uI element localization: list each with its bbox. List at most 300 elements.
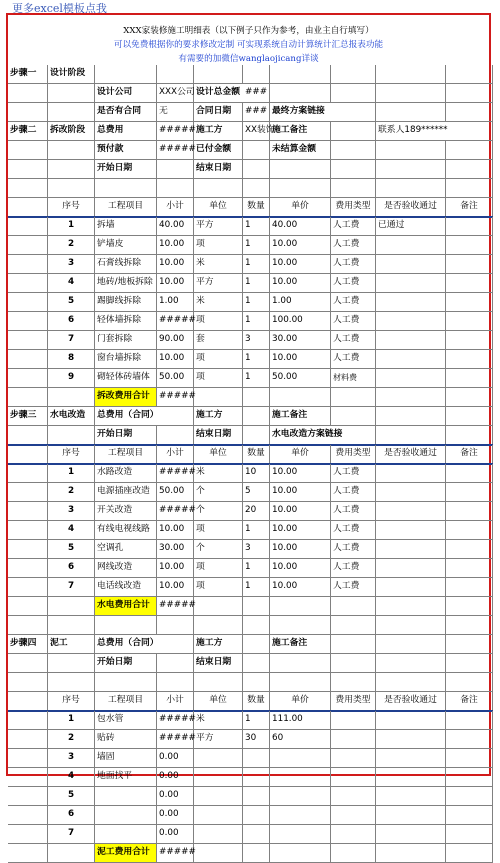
start-date-label[interactable]: 开始日期 xyxy=(95,426,157,445)
item-price[interactable]: 10.00 xyxy=(270,255,331,274)
item-no[interactable]: 1 xyxy=(48,464,95,483)
item-qty[interactable]: 1 xyxy=(243,559,270,578)
phase-label[interactable]: 泥工 xyxy=(48,635,95,654)
item-item[interactable]: 电源插座改造 xyxy=(95,483,157,502)
item-subtotal[interactable]: 0.00 xyxy=(157,768,194,787)
empty-cell[interactable] xyxy=(270,616,331,635)
item-subtotal[interactable]: 10.00 xyxy=(157,274,194,293)
column-header-item[interactable]: 工程项目 xyxy=(95,445,157,464)
item-unit[interactable]: 项 xyxy=(194,559,243,578)
item-remark[interactable] xyxy=(446,787,493,806)
column-header-item[interactable]: 工程项目 xyxy=(95,692,157,711)
item-no[interactable]: 7 xyxy=(48,825,95,844)
item-remark[interactable] xyxy=(446,331,493,350)
empty-cell[interactable] xyxy=(376,654,446,673)
item-no[interactable]: 3 xyxy=(48,255,95,274)
item-cost-type[interactable]: 人工费 xyxy=(331,255,376,274)
item-cost-type[interactable]: 人工费 xyxy=(331,350,376,369)
contract-date-label[interactable]: 合同日期 xyxy=(194,103,243,122)
end-date-label[interactable]: 结束日期 xyxy=(194,160,243,179)
contact-person[interactable]: 联系人189****** xyxy=(376,122,493,141)
item-item[interactable] xyxy=(95,825,157,844)
contract-date-value[interactable]: ### xyxy=(243,103,270,122)
empty-cell[interactable] xyxy=(446,407,493,426)
item-accepted[interactable] xyxy=(376,540,446,559)
item-subtotal[interactable]: 10.00 xyxy=(157,521,194,540)
item-qty[interactable]: 1 xyxy=(243,274,270,293)
empty-cell[interactable] xyxy=(8,255,48,274)
subtotal-value[interactable]: ##### xyxy=(157,597,194,616)
empty-cell[interactable] xyxy=(376,84,446,103)
column-header-accepted[interactable]: 是否验收通过 xyxy=(376,692,446,711)
contract-value[interactable]: 无 xyxy=(157,103,194,122)
empty-cell[interactable] xyxy=(243,160,270,179)
empty-cell[interactable] xyxy=(243,141,270,160)
item-qty[interactable]: 1 xyxy=(243,369,270,388)
empty-cell[interactable] xyxy=(376,673,446,692)
subtotal-label[interactable]: 泥工费用合计 xyxy=(95,844,157,863)
item-qty[interactable] xyxy=(243,787,270,806)
empty-cell[interactable] xyxy=(243,673,270,692)
empty-cell[interactable] xyxy=(446,635,493,654)
empty-cell[interactable] xyxy=(8,198,48,217)
item-accepted[interactable] xyxy=(376,369,446,388)
empty-cell[interactable] xyxy=(376,407,446,426)
item-unit[interactable]: 个 xyxy=(194,502,243,521)
empty-cell[interactable] xyxy=(8,84,48,103)
item-unit[interactable]: 项 xyxy=(194,369,243,388)
item-item[interactable]: 拆墙 xyxy=(95,217,157,236)
item-no[interactable]: 4 xyxy=(48,521,95,540)
item-subtotal[interactable]: ##### xyxy=(157,312,194,331)
empty-cell[interactable] xyxy=(8,445,48,464)
item-subtotal[interactable]: 10.00 xyxy=(157,578,194,597)
item-subtotal[interactable]: 50.00 xyxy=(157,483,194,502)
item-accepted[interactable] xyxy=(376,749,446,768)
item-qty[interactable]: 20 xyxy=(243,502,270,521)
contract-label[interactable]: 是否有合同 xyxy=(95,103,157,122)
column-header-remark[interactable]: 备注 xyxy=(446,198,493,217)
empty-cell[interactable] xyxy=(243,388,270,407)
item-subtotal[interactable]: 0.00 xyxy=(157,806,194,825)
empty-cell[interactable] xyxy=(8,559,48,578)
step-label[interactable]: 步骤一 xyxy=(8,65,48,84)
empty-cell[interactable] xyxy=(157,65,194,84)
item-subtotal[interactable]: ##### xyxy=(157,464,194,483)
empty-cell[interactable] xyxy=(331,654,376,673)
empty-cell[interactable] xyxy=(376,179,446,198)
column-header-subtotal[interactable]: 小计 xyxy=(157,445,194,464)
final-plan-link-label[interactable]: 最终方案链接 xyxy=(270,103,376,122)
item-subtotal[interactable]: 1.00 xyxy=(157,293,194,312)
column-header-unit[interactable]: 单位 xyxy=(194,198,243,217)
column-header-accepted[interactable]: 是否验收通过 xyxy=(376,445,446,464)
empty-cell[interactable] xyxy=(95,616,157,635)
empty-cell[interactable] xyxy=(48,616,95,635)
item-price[interactable]: 10.00 xyxy=(270,464,331,483)
empty-cell[interactable] xyxy=(48,160,95,179)
item-item[interactable]: 贴砖 xyxy=(95,730,157,749)
item-qty[interactable]: 3 xyxy=(243,331,270,350)
more-templates-link[interactable]: 更多excel模板点我 xyxy=(12,2,107,15)
empty-cell[interactable] xyxy=(8,426,48,445)
column-header-qty[interactable]: 数量 xyxy=(243,692,270,711)
item-remark[interactable] xyxy=(446,274,493,293)
item-no[interactable]: 4 xyxy=(48,768,95,787)
total-cost-label[interactable]: 总费用（合同） xyxy=(95,407,194,426)
item-no[interactable]: 5 xyxy=(48,787,95,806)
empty-cell[interactable] xyxy=(243,407,270,426)
item-remark[interactable] xyxy=(446,768,493,787)
prepay-value[interactable]: ##### xyxy=(157,141,194,160)
empty-cell[interactable] xyxy=(95,673,157,692)
item-price[interactable]: 1.00 xyxy=(270,293,331,312)
item-accepted[interactable] xyxy=(376,559,446,578)
empty-cell[interactable] xyxy=(48,673,95,692)
start-date-label[interactable]: 开始日期 xyxy=(95,654,157,673)
empty-cell[interactable] xyxy=(243,844,270,863)
empty-cell[interactable] xyxy=(8,236,48,255)
empty-cell[interactable] xyxy=(48,141,95,160)
empty-cell[interactable] xyxy=(270,84,331,103)
item-price[interactable]: 10.00 xyxy=(270,274,331,293)
item-no[interactable]: 4 xyxy=(48,274,95,293)
item-item[interactable]: 铲墙皮 xyxy=(95,236,157,255)
empty-cell[interactable] xyxy=(8,521,48,540)
item-accepted[interactable] xyxy=(376,255,446,274)
column-header-no[interactable]: 序号 xyxy=(48,198,95,217)
empty-cell[interactable] xyxy=(157,654,194,673)
item-item[interactable]: 轻体墙拆除 xyxy=(95,312,157,331)
column-header-cost-type[interactable]: 费用类型 xyxy=(331,198,376,217)
item-unit[interactable] xyxy=(194,787,243,806)
item-unit[interactable]: 平方 xyxy=(194,730,243,749)
empty-cell[interactable] xyxy=(243,65,270,84)
empty-cell[interactable] xyxy=(8,350,48,369)
item-qty[interactable]: 1 xyxy=(243,293,270,312)
item-cost-type[interactable]: 人工费 xyxy=(331,274,376,293)
item-no[interactable]: 3 xyxy=(48,749,95,768)
item-unit[interactable] xyxy=(194,768,243,787)
empty-cell[interactable] xyxy=(446,84,493,103)
item-item[interactable]: 墙固 xyxy=(95,749,157,768)
item-cost-type[interactable] xyxy=(331,825,376,844)
empty-cell[interactable] xyxy=(157,426,194,445)
item-accepted[interactable] xyxy=(376,293,446,312)
empty-cell[interactable] xyxy=(157,179,194,198)
item-cost-type[interactable]: 材料费 xyxy=(331,369,376,388)
item-subtotal[interactable]: 0.00 xyxy=(157,749,194,768)
item-no[interactable]: 1 xyxy=(48,217,95,236)
empty-cell[interactable] xyxy=(8,274,48,293)
empty-cell[interactable] xyxy=(376,844,446,863)
empty-cell[interactable] xyxy=(8,616,48,635)
empty-cell[interactable] xyxy=(331,616,376,635)
item-no[interactable]: 8 xyxy=(48,350,95,369)
empty-cell[interactable] xyxy=(8,293,48,312)
item-cost-type[interactable]: 人工费 xyxy=(331,502,376,521)
item-subtotal[interactable]: ##### xyxy=(157,711,194,730)
phase-label[interactable]: 拆改阶段 xyxy=(48,122,95,141)
total-cost-label[interactable]: 总费用 xyxy=(95,122,157,141)
column-header-item[interactable]: 工程项目 xyxy=(95,198,157,217)
item-unit[interactable]: 项 xyxy=(194,521,243,540)
item-unit[interactable]: 平方 xyxy=(194,217,243,236)
item-price[interactable]: 50.00 xyxy=(270,369,331,388)
item-accepted[interactable] xyxy=(376,274,446,293)
column-header-unit[interactable]: 单位 xyxy=(194,445,243,464)
item-unit[interactable]: 平方 xyxy=(194,274,243,293)
item-unit[interactable]: 项 xyxy=(194,236,243,255)
empty-cell[interactable] xyxy=(270,597,331,616)
empty-cell[interactable] xyxy=(376,103,446,122)
item-cost-type[interactable]: 人工费 xyxy=(331,559,376,578)
empty-cell[interactable] xyxy=(243,426,270,445)
item-item[interactable] xyxy=(95,806,157,825)
empty-cell[interactable] xyxy=(157,160,194,179)
empty-cell[interactable] xyxy=(376,616,446,635)
item-cost-type[interactable] xyxy=(331,768,376,787)
paid-label[interactable]: 已付金额 xyxy=(194,141,243,160)
item-qty[interactable] xyxy=(243,749,270,768)
item-qty[interactable] xyxy=(243,806,270,825)
subtotal-label[interactable]: 水电费用合计 xyxy=(95,597,157,616)
item-unit[interactable]: 项 xyxy=(194,312,243,331)
empty-cell[interactable] xyxy=(8,749,48,768)
item-accepted[interactable] xyxy=(376,483,446,502)
item-no[interactable]: 5 xyxy=(48,540,95,559)
item-item[interactable]: 开关改造 xyxy=(95,502,157,521)
item-cost-type[interactable]: 人工费 xyxy=(331,578,376,597)
empty-cell[interactable] xyxy=(376,597,446,616)
empty-cell[interactable] xyxy=(8,730,48,749)
item-item[interactable]: 地面找平 xyxy=(95,768,157,787)
item-price[interactable]: 10.00 xyxy=(270,502,331,521)
item-remark[interactable] xyxy=(446,825,493,844)
item-subtotal[interactable]: 0.00 xyxy=(157,825,194,844)
item-unit[interactable]: 套 xyxy=(194,331,243,350)
item-cost-type[interactable]: 人工费 xyxy=(331,483,376,502)
builder-note-label[interactable]: 施工备注 xyxy=(270,635,331,654)
column-header-remark[interactable]: 备注 xyxy=(446,692,493,711)
item-no[interactable]: 7 xyxy=(48,578,95,597)
item-remark[interactable] xyxy=(446,578,493,597)
empty-cell[interactable] xyxy=(8,806,48,825)
empty-cell[interactable] xyxy=(8,483,48,502)
empty-cell[interactable] xyxy=(446,426,493,445)
item-subtotal[interactable]: 10.00 xyxy=(157,559,194,578)
empty-cell[interactable] xyxy=(331,122,376,141)
item-qty[interactable]: 3 xyxy=(243,540,270,559)
design-company-value[interactable]: XXX公司 xyxy=(157,84,194,103)
item-unit[interactable] xyxy=(194,825,243,844)
item-unit[interactable]: 个 xyxy=(194,540,243,559)
empty-cell[interactable] xyxy=(270,844,331,863)
item-no[interactable]: 7 xyxy=(48,331,95,350)
item-qty[interactable]: 1 xyxy=(243,578,270,597)
item-price[interactable] xyxy=(270,825,331,844)
empty-cell[interactable] xyxy=(8,692,48,711)
column-header-price[interactable]: 单价 xyxy=(270,445,331,464)
empty-cell[interactable] xyxy=(8,369,48,388)
phase-label[interactable]: 水电改造 xyxy=(48,407,95,426)
empty-cell[interactable] xyxy=(446,597,493,616)
empty-cell[interactable] xyxy=(8,179,48,198)
total-cost-label[interactable]: 总费用（合同） xyxy=(95,635,194,654)
empty-cell[interactable] xyxy=(48,844,95,863)
item-accepted[interactable] xyxy=(376,578,446,597)
item-subtotal[interactable]: 10.00 xyxy=(157,236,194,255)
empty-cell[interactable] xyxy=(270,65,331,84)
item-no[interactable]: 9 xyxy=(48,369,95,388)
item-price[interactable]: 30.00 xyxy=(270,331,331,350)
item-subtotal[interactable]: 50.00 xyxy=(157,369,194,388)
empty-cell[interactable] xyxy=(331,844,376,863)
empty-cell[interactable] xyxy=(157,673,194,692)
empty-cell[interactable] xyxy=(194,388,243,407)
empty-cell[interactable] xyxy=(194,616,243,635)
item-qty[interactable]: 10 xyxy=(243,464,270,483)
item-unit[interactable]: 项 xyxy=(194,350,243,369)
empty-cell[interactable] xyxy=(446,179,493,198)
empty-cell[interactable] xyxy=(194,673,243,692)
design-total-value[interactable]: ### xyxy=(243,84,270,103)
item-unit[interactable]: 米 xyxy=(194,464,243,483)
item-accepted[interactable] xyxy=(376,711,446,730)
column-header-no[interactable]: 序号 xyxy=(48,692,95,711)
column-header-subtotal[interactable]: 小计 xyxy=(157,692,194,711)
empty-cell[interactable] xyxy=(446,141,493,160)
column-header-cost-type[interactable]: 费用类型 xyxy=(331,445,376,464)
item-unit[interactable]: 项 xyxy=(194,578,243,597)
item-cost-type[interactable] xyxy=(331,711,376,730)
item-item[interactable]: 踢脚线拆除 xyxy=(95,293,157,312)
item-item[interactable]: 电话线改造 xyxy=(95,578,157,597)
empty-cell[interactable] xyxy=(331,141,376,160)
item-item[interactable] xyxy=(95,787,157,806)
empty-cell[interactable] xyxy=(8,711,48,730)
empty-cell[interactable] xyxy=(446,654,493,673)
item-remark[interactable] xyxy=(446,369,493,388)
empty-cell[interactable] xyxy=(8,654,48,673)
empty-cell[interactable] xyxy=(331,407,376,426)
subtotal-label[interactable]: 拆改费用合计 xyxy=(95,388,157,407)
item-item[interactable]: 门套拆除 xyxy=(95,331,157,350)
column-header-subtotal[interactable]: 小计 xyxy=(157,198,194,217)
item-accepted[interactable] xyxy=(376,768,446,787)
item-accepted[interactable] xyxy=(376,350,446,369)
item-price[interactable]: 10.00 xyxy=(270,540,331,559)
item-no[interactable]: 6 xyxy=(48,806,95,825)
item-qty[interactable]: 5 xyxy=(243,483,270,502)
item-subtotal[interactable]: 30.00 xyxy=(157,540,194,559)
item-no[interactable]: 2 xyxy=(48,730,95,749)
item-accepted[interactable] xyxy=(376,787,446,806)
column-header-accepted[interactable]: 是否验收通过 xyxy=(376,198,446,217)
empty-cell[interactable] xyxy=(446,103,493,122)
item-qty[interactable]: 1 xyxy=(243,312,270,331)
item-accepted[interactable] xyxy=(376,825,446,844)
item-remark[interactable] xyxy=(446,350,493,369)
item-accepted[interactable] xyxy=(376,464,446,483)
empty-cell[interactable] xyxy=(48,388,95,407)
empty-cell[interactable] xyxy=(376,160,446,179)
column-header-price[interactable]: 单价 xyxy=(270,692,331,711)
empty-cell[interactable] xyxy=(8,141,48,160)
empty-cell[interactable] xyxy=(270,179,331,198)
item-price[interactable]: 10.00 xyxy=(270,236,331,255)
empty-cell[interactable] xyxy=(194,597,243,616)
phase-label[interactable]: 设计阶段 xyxy=(48,65,95,84)
empty-cell[interactable] xyxy=(8,502,48,521)
empty-cell[interactable] xyxy=(331,388,376,407)
empty-cell[interactable] xyxy=(8,160,48,179)
item-remark[interactable] xyxy=(446,730,493,749)
item-item[interactable]: 砌轻体砖墙体 xyxy=(95,369,157,388)
empty-cell[interactable] xyxy=(48,103,95,122)
item-remark[interactable] xyxy=(446,806,493,825)
item-no[interactable]: 2 xyxy=(48,236,95,255)
subtotal-value[interactable]: ##### xyxy=(157,388,194,407)
step-label[interactable]: 步骤四 xyxy=(8,635,48,654)
item-remark[interactable] xyxy=(446,255,493,274)
empty-cell[interactable] xyxy=(8,673,48,692)
empty-cell[interactable] xyxy=(8,578,48,597)
plan-link-label[interactable]: 水电改造方案链接 xyxy=(270,426,376,445)
step-label[interactable]: 步骤二 xyxy=(8,122,48,141)
item-price[interactable]: 10.00 xyxy=(270,483,331,502)
empty-cell[interactable] xyxy=(331,65,376,84)
empty-cell[interactable] xyxy=(331,635,376,654)
empty-cell[interactable] xyxy=(243,179,270,198)
builder-note-label[interactable]: 施工备注 xyxy=(270,122,331,141)
item-unit[interactable]: 米 xyxy=(194,293,243,312)
empty-cell[interactable] xyxy=(8,464,48,483)
item-subtotal[interactable]: 40.00 xyxy=(157,217,194,236)
item-unit[interactable] xyxy=(194,749,243,768)
empty-cell[interactable] xyxy=(376,426,446,445)
builder-label[interactable]: 施工方 xyxy=(194,407,243,426)
subtotal-value[interactable]: ##### xyxy=(157,844,194,863)
item-no[interactable]: 2 xyxy=(48,483,95,502)
empty-cell[interactable] xyxy=(8,540,48,559)
item-cost-type[interactable]: 人工费 xyxy=(331,236,376,255)
column-header-qty[interactable]: 数量 xyxy=(243,198,270,217)
item-item[interactable]: 石膏线拆除 xyxy=(95,255,157,274)
item-unit[interactable]: 个 xyxy=(194,483,243,502)
item-price[interactable]: 40.00 xyxy=(270,217,331,236)
item-unit[interactable]: 米 xyxy=(194,711,243,730)
item-qty[interactable]: 1 xyxy=(243,521,270,540)
builder-note-label[interactable]: 施工备注 xyxy=(270,407,331,426)
empty-cell[interactable] xyxy=(157,616,194,635)
empty-cell[interactable] xyxy=(376,141,446,160)
item-remark[interactable] xyxy=(446,502,493,521)
empty-cell[interactable] xyxy=(243,635,270,654)
item-item[interactable]: 有线电视线路 xyxy=(95,521,157,540)
item-qty[interactable]: 30 xyxy=(243,730,270,749)
item-qty[interactable] xyxy=(243,825,270,844)
item-cost-type[interactable]: 人工费 xyxy=(331,312,376,331)
unpaid-label[interactable]: 未结算金额 xyxy=(270,141,331,160)
item-no[interactable]: 6 xyxy=(48,559,95,578)
item-unit[interactable]: 米 xyxy=(194,255,243,274)
empty-cell[interactable] xyxy=(331,179,376,198)
empty-cell[interactable] xyxy=(8,768,48,787)
design-total-label[interactable]: 设计总金额 xyxy=(194,84,270,103)
item-price[interactable]: 10.00 xyxy=(270,521,331,540)
end-date-label[interactable]: 结束日期 xyxy=(194,426,243,445)
